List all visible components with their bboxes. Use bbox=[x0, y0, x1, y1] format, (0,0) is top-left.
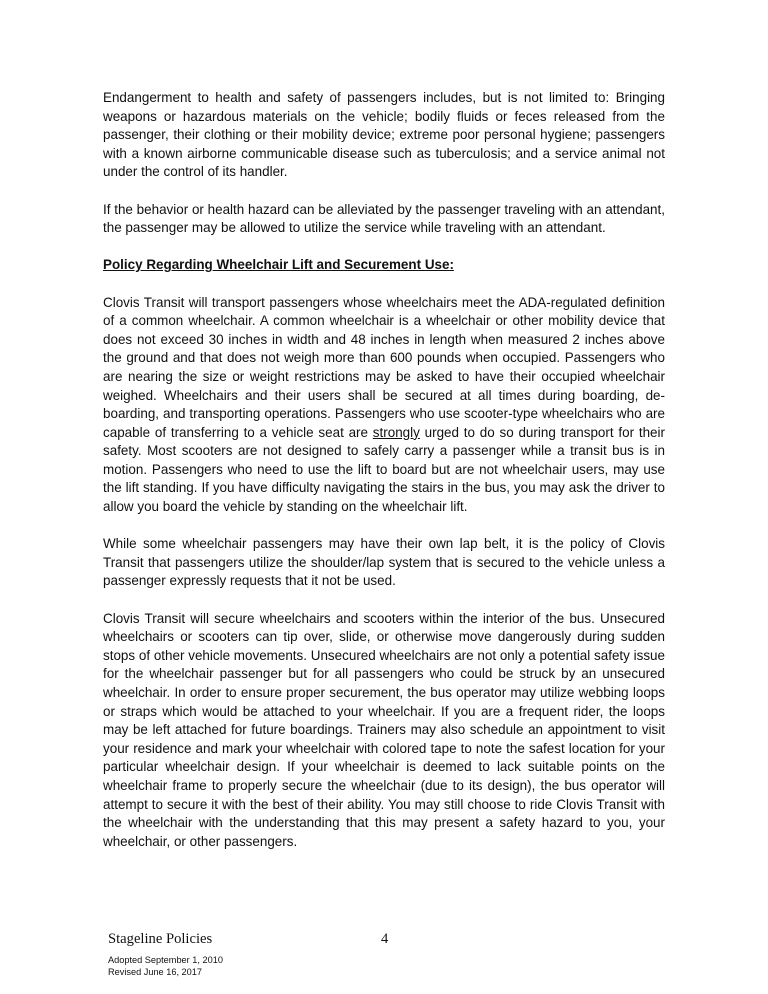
emphasized-word: strongly bbox=[372, 424, 420, 440]
section-heading: Policy Regarding Wheelchair Lift and Securement Use: bbox=[103, 257, 454, 273]
page-number: 4 bbox=[381, 931, 389, 947]
paragraph-common-wheelchair bbox=[103, 294, 665, 517]
footer-dates bbox=[108, 955, 223, 978]
paragraph-lap-belt: While some wheelchair passengers may have their own lap belt, it is the policy of Clovis Transit that passengers utilize the shoulder/lap system that is secured to the vehicle unless a passenger expressly requests that it not be used. bbox=[103, 536, 665, 589]
footer-title: Stageline Policies bbox=[108, 931, 213, 947]
paragraph-common-wheelchair-text-2: urged to do so during transport for their safety. Most scooters are not designed to safely carry a passenger while a transit bus is in motion. Passengers who need to use the lift to board but are not wheelchair users, may use the lift standing. If you have difficulty navigating the stairs in the bus, you may ask the driver to allow you board the vehicle by standing on the wheelchair lift. bbox=[103, 424, 665, 515]
revised-date: Revised June 16, 2017 bbox=[108, 966, 202, 977]
paragraph-endangerment: Endangerment to health and safety of passengers includes, but is not limited to: Bringing weapons or hazardous materials on the vehicle; bodily fluids or feces released from the passenger, their clothing or their mobility device; extreme poor personal hygiene; passengers with a known airborne communicable disease such as tuberculosis; and a service animal not under the control of its handler. bbox=[103, 90, 665, 180]
document-body bbox=[103, 89, 665, 851]
paragraph-securement: Clovis Transit will secure wheelchairs and scooters within the interior of the bus. Unsecured wheelchairs or scooters can tip over, slide, or otherwise move dangerously during sudden stops of other vehicle movements. Unsecured wheelchairs are not only a potential safety issue for the wheelchair passenger but for all passengers who could be struck by an unsecured wheelchair. In order to ensure proper securement, the bus operator may utilize webbing loops or straps which would be attached to your wheelchair. If you are a frequent rider, the loops may be left attached for future boardings. Trainers may also schedule an appointment to visit your residence and mark your wheelchair with colored tape to note the safest location for your particular wheelchair design. If your wheelchair is deemed to lack suitable points on the wheelchair frame to properly secure the wheelchair (due to its design), the bus operator will attempt to secure it with the best of their ability. You may still choose to ride Clovis Transit with the wheelchair with the understanding that this may present a safety hazard to you, your wheelchair, or other passengers. bbox=[103, 610, 665, 849]
adopted-date: Adopted September 1, 2010 bbox=[108, 955, 223, 965]
paragraph-common-wheelchair-text-1: Clovis Transit will transport passengers whose wheelchairs meet the ADA-regulated definition of a common wheelchair. A common wheelchair is a wheelchair or other mobility device that does not exceed 30 inches in width and 48 inches in length when measured 2 inches above the ground and that does not weigh more than 600 pounds when occupied. Passengers who are nearing the size or weight restrictions may be asked to have their occupied wheelchair weighed. Wheelchairs and their users shall be secured at all times during boarding, de-boarding, and transporting operations. Passengers who use scooter-type wheelchairs who are capable of transferring to a vehicle seat are bbox=[103, 294, 665, 440]
paragraph-attendant: If the behavior or health hazard can be alleviated by the passenger traveling with an attendant, the passenger may be allowed to utilize the service while traveling with an attendant. bbox=[103, 201, 665, 236]
